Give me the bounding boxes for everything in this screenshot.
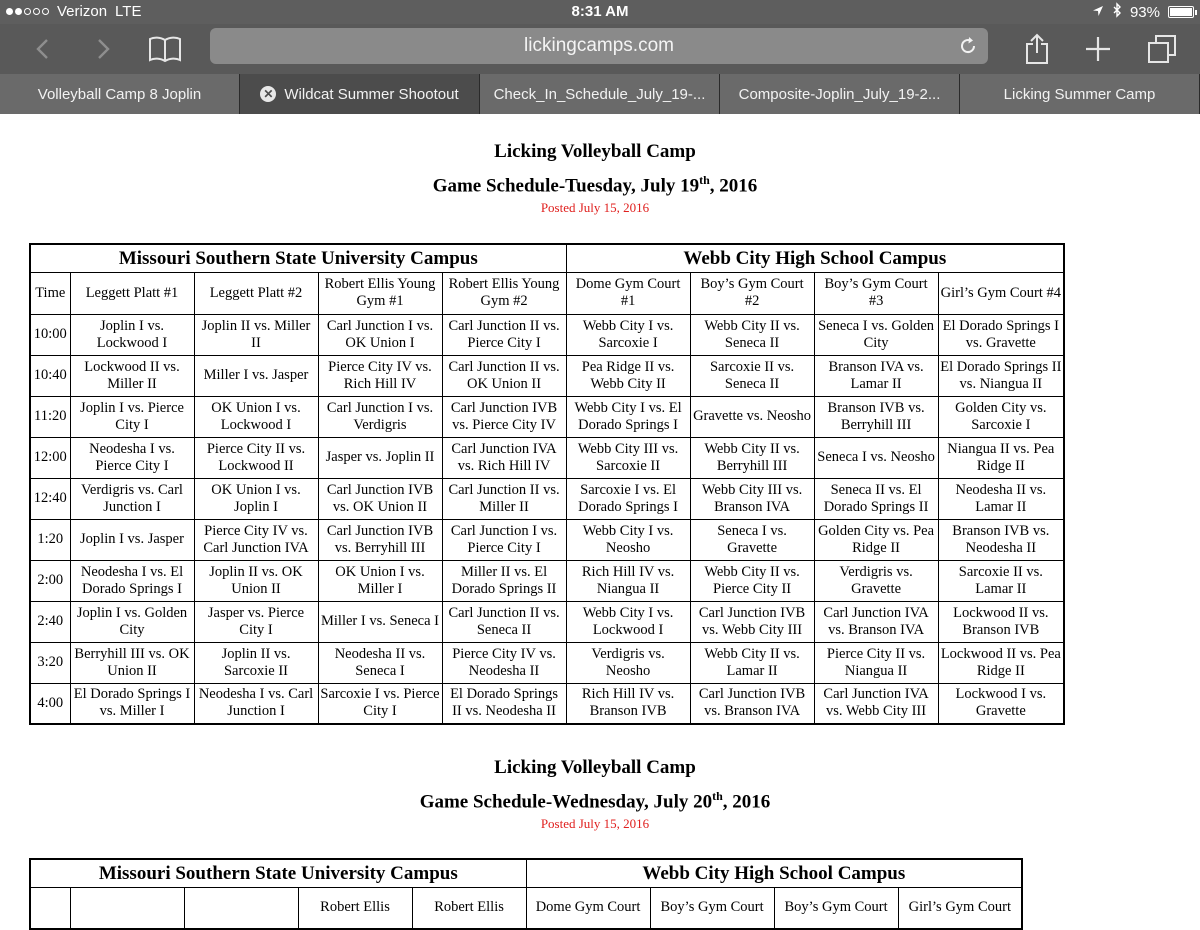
- tab-composite-joplin[interactable]: [720, 74, 960, 114]
- matchup-cell: Miller I vs. Seneca I: [318, 601, 442, 642]
- book-icon: [148, 35, 182, 63]
- matchup-cell: Webb City I vs. Lockwood I: [566, 601, 690, 642]
- time-cell: 4:00: [30, 683, 70, 724]
- matchup-cell: Lockwood II vs. Miller II: [70, 355, 194, 396]
- matchup-cell: El Dorado Springs I vs. Gravette: [938, 314, 1064, 355]
- close-tab-icon[interactable]: ✕: [260, 86, 276, 102]
- matchup-cell: Lockwood I vs. Gravette: [938, 683, 1064, 724]
- matchup-cell: Pierce City II vs. Lockwood II: [194, 437, 318, 478]
- time-cell: 12:40: [30, 478, 70, 519]
- forward-button[interactable]: [90, 31, 118, 67]
- matchup-cell: Joplin I vs. Golden City: [70, 601, 194, 642]
- matchup-cell: Pea Ridge II vs. Webb City II: [566, 355, 690, 396]
- matchup-cell: Sarcoxie II vs. Seneca II: [690, 355, 814, 396]
- matchup-cell: Seneca I vs. Neosho: [814, 437, 938, 478]
- table-row: [30, 560, 1064, 601]
- table-row: [30, 314, 1064, 355]
- matchup-cell: Carl Junction IVA vs. Branson IVA: [814, 601, 938, 642]
- subtitle-text: Game Schedule-Tuesday, July 19: [432, 175, 700, 197]
- matchup-cell: Pierce City IV vs. Rich Hill IV: [318, 355, 442, 396]
- column-header-court: Girl’s Gym Court #4: [938, 272, 1064, 314]
- matchup-cell: Carl Junction IVB vs. Berryhill III: [318, 519, 442, 560]
- schedule1-heading: [0, 138, 1190, 216]
- browser-toolbar: [0, 24, 1200, 74]
- matchup-cell: Webb City I vs. El Dorado Springs I: [566, 396, 690, 437]
- matchup-cell: Carl Junction IVB vs. Webb City III: [690, 601, 814, 642]
- matchup-cell: Verdigris vs. Carl Junction I: [70, 478, 194, 519]
- chevron-right-icon: [97, 38, 111, 60]
- network-label: LTE: [115, 3, 142, 20]
- matchup-cell: Pierce City IV vs. Carl Junction IVA: [194, 519, 318, 560]
- matchup-cell: Webb City II vs. Seneca II: [690, 314, 814, 355]
- chevron-left-icon: [35, 38, 49, 60]
- schedule2-heading: [0, 754, 1190, 832]
- matchup-cell: Sarcoxie II vs. Lamar II: [938, 560, 1064, 601]
- tab-volleyball-camp[interactable]: [0, 74, 240, 114]
- matchup-cell: OK Union I vs. Miller I: [318, 560, 442, 601]
- matchup-cell: Carl Junction IVB vs. Pierce City IV: [442, 396, 566, 437]
- campus-header-webb-city: Webb City High School Campus: [526, 859, 1022, 887]
- bluetooth-icon: [1112, 3, 1122, 21]
- bookmarks-button[interactable]: [145, 31, 185, 67]
- location-icon: [1092, 4, 1104, 21]
- matchup-cell: Joplin I vs. Lockwood I: [70, 314, 194, 355]
- time-cell: 11:20: [30, 396, 70, 437]
- table-row: [30, 437, 1064, 478]
- matchup-cell: Carl Junction II vs. Miller II: [442, 478, 566, 519]
- plus-icon: [1084, 35, 1112, 63]
- tab-check-in-schedule[interactable]: [480, 74, 720, 114]
- table-row: [30, 601, 1064, 642]
- column-header-court: Boy’s Gym Court: [774, 887, 898, 929]
- matchup-cell: Carl Junction I vs. Verdigris: [318, 396, 442, 437]
- matchup-cell: Golden City vs. Pea Ridge II: [814, 519, 938, 560]
- matchup-cell: Miller II vs. El Dorado Springs II: [442, 560, 566, 601]
- table-row: [30, 355, 1064, 396]
- matchup-cell: Branson IVB vs. Neodesha II: [938, 519, 1064, 560]
- matchup-cell: Gravette vs. Neosho: [690, 396, 814, 437]
- matchup-cell: Jasper vs. Joplin II: [318, 437, 442, 478]
- time-cell: 3:20: [30, 642, 70, 683]
- table-row: [30, 396, 1064, 437]
- matchup-cell: Seneca II vs. El Dorado Springs II: [814, 478, 938, 519]
- matchup-cell: Joplin I vs. Jasper: [70, 519, 194, 560]
- carrier-label: Verizon: [57, 3, 108, 20]
- time-cell: 2:00: [30, 560, 70, 601]
- time-cell: 10:00: [30, 314, 70, 355]
- schedule2-title: Licking Volleyball Camp: [494, 757, 696, 778]
- column-header-court: Dome Gym Court #1: [566, 272, 690, 314]
- status-bar: [0, 0, 1200, 24]
- matchup-cell: Rich Hill IV vs. Branson IVB: [566, 683, 690, 724]
- url-text: lickingcamps.com: [524, 35, 674, 56]
- time-cell: 12:00: [30, 437, 70, 478]
- campus-header-webb-city: Webb City High School Campus: [566, 244, 1064, 272]
- table-row: [30, 683, 1064, 724]
- matchup-cell: Joplin II vs. OK Union II: [194, 560, 318, 601]
- schedule1-table: [29, 243, 1065, 725]
- subtitle-sup: th: [712, 789, 723, 803]
- matchup-cell: Carl Junction IVA vs. Rich Hill IV: [442, 437, 566, 478]
- matchup-cell: Berryhill III vs. OK Union II: [70, 642, 194, 683]
- matchup-cell: Verdigris vs. Gravette: [814, 560, 938, 601]
- matchup-cell: Pierce City II vs. Niangua II: [814, 642, 938, 683]
- matchup-cell: Carl Junction II vs. Seneca II: [442, 601, 566, 642]
- matchup-cell: Webb City III vs. Sarcoxie II: [566, 437, 690, 478]
- matchup-cell: Webb City I vs. Neosho: [566, 519, 690, 560]
- column-header-time: Time: [30, 272, 70, 314]
- matchup-cell: Branson IVB vs. Berryhill III: [814, 396, 938, 437]
- matchup-cell: Carl Junction II vs. Pierce City I: [442, 314, 566, 355]
- matchup-cell: Seneca I vs. Golden City: [814, 314, 938, 355]
- matchup-cell: Sarcoxie I vs. Pierce City I: [318, 683, 442, 724]
- subtitle-sup: th: [699, 173, 710, 187]
- matchup-cell: Seneca I vs. Gravette: [690, 519, 814, 560]
- battery-percent: 93%: [1129, 3, 1160, 21]
- tab-licking-summer-camp[interactable]: [960, 74, 1200, 114]
- table-row: [30, 642, 1064, 683]
- matchup-cell: El Dorado Springs I vs. Miller I: [70, 683, 194, 724]
- schedule1-posted: Posted July 15, 2016: [540, 200, 650, 216]
- column-header-court: Girl’s Gym Court: [898, 887, 1022, 929]
- matchup-cell: Rich Hill IV vs. Niangua II: [566, 560, 690, 601]
- column-header-court: [184, 887, 298, 929]
- reload-icon: [958, 36, 978, 56]
- matchup-cell: Webb City II vs. Pierce City II: [690, 560, 814, 601]
- matchup-cell: Sarcoxie I vs. El Dorado Springs I: [566, 478, 690, 519]
- campus-header-mssu: Missouri Southern State University Campus: [30, 244, 566, 272]
- subtitle-text: Game Schedule-Wednesday, July 20: [419, 791, 713, 813]
- reload-button[interactable]: [958, 36, 978, 62]
- matchup-cell: Neodesha I vs. Carl Junction I: [194, 683, 318, 724]
- time-cell: 1:20: [30, 519, 70, 560]
- schedule1-subtitle: [0, 166, 1190, 200]
- matchup-cell: Lockwood II vs. Pea Ridge II: [938, 642, 1064, 683]
- column-header-court: Robert Ellis: [298, 887, 412, 929]
- matchup-cell: Joplin II vs. Miller II: [194, 314, 318, 355]
- new-tab-button[interactable]: [1082, 31, 1114, 67]
- schedule2-posted: Posted July 15, 2016: [540, 816, 650, 832]
- tab-label: Volleyball Camp 8 Joplin: [37, 85, 202, 103]
- tabs-overview-button[interactable]: [1146, 31, 1178, 67]
- matchup-cell: Carl Junction I vs. Pierce City I: [442, 519, 566, 560]
- tab-bar: [0, 74, 1200, 114]
- matchup-cell: El Dorado Springs II vs. Niangua II: [938, 355, 1064, 396]
- matchup-cell: Pierce City IV vs. Neodesha II: [442, 642, 566, 683]
- time-cell: 10:40: [30, 355, 70, 396]
- matchup-cell: Niangua II vs. Pea Ridge II: [938, 437, 1064, 478]
- clock: 8:31 AM: [571, 3, 629, 20]
- matchup-cell: El Dorado Springs II vs. Neodesha II: [442, 683, 566, 724]
- matchup-cell: Carl Junction IVB vs. OK Union II: [318, 478, 442, 519]
- matchup-cell: Golden City vs. Sarcoxie I: [938, 396, 1064, 437]
- column-header-court: Leggett Platt #2: [194, 272, 318, 314]
- tab-label: Check_In_Schedule_July_19-...: [493, 85, 706, 103]
- matchup-cell: Lockwood II vs. Branson IVB: [938, 601, 1064, 642]
- matchup-cell: Carl Junction IVB vs. Branson IVA: [690, 683, 814, 724]
- share-icon: [1025, 33, 1049, 65]
- address-bar[interactable]: [210, 28, 988, 64]
- back-button[interactable]: [28, 31, 56, 67]
- column-header-time: [30, 887, 70, 929]
- time-cell: 2:40: [30, 601, 70, 642]
- column-header-court: Robert Ellis Young Gym #2: [442, 272, 566, 314]
- matchup-cell: Webb City I vs. Sarcoxie I: [566, 314, 690, 355]
- matchup-cell: Neodesha I vs. Pierce City I: [70, 437, 194, 478]
- matchup-cell: Verdigris vs. Neosho: [566, 642, 690, 683]
- tab-label: Wildcat Summer Shootout: [284, 85, 459, 103]
- campus-header-mssu: Missouri Southern State University Campus: [30, 859, 526, 887]
- matchup-cell: Joplin I vs. Pierce City I: [70, 396, 194, 437]
- document-page: [0, 114, 1200, 916]
- tab-label: Composite-Joplin_July_19-2...: [738, 85, 941, 103]
- matchup-cell: OK Union I vs. Joplin I: [194, 478, 318, 519]
- matchup-cell: Webb City II vs. Berryhill III: [690, 437, 814, 478]
- column-header-court: Boy’s Gym Court #3: [814, 272, 938, 314]
- subtitle-year: , 2016: [722, 791, 771, 813]
- column-header-court: Boy’s Gym Court: [650, 887, 774, 929]
- table-row: [30, 478, 1064, 519]
- schedule1-title: Licking Volleyball Camp: [494, 141, 696, 162]
- matchup-cell: Miller I vs. Jasper: [194, 355, 318, 396]
- column-header-court: Dome Gym Court: [526, 887, 650, 929]
- matchup-cell: Webb City II vs. Lamar II: [690, 642, 814, 683]
- battery-icon: [1168, 6, 1194, 18]
- column-header-court: Boy’s Gym Court #2: [690, 272, 814, 314]
- matchup-cell: Carl Junction IVA vs. Webb City III: [814, 683, 938, 724]
- matchup-cell: Carl Junction II vs. OK Union II: [442, 355, 566, 396]
- schedule2-subtitle: [0, 782, 1190, 816]
- table-row: [30, 519, 1064, 560]
- tabs-icon: [1147, 34, 1177, 64]
- matchup-cell: OK Union I vs. Lockwood I: [194, 396, 318, 437]
- tab-wildcat-shootout[interactable]: [240, 74, 480, 114]
- column-header-court: Leggett Platt #1: [70, 272, 194, 314]
- tab-label: Licking Summer Camp: [1003, 85, 1156, 103]
- matchup-cell: Neodesha II vs. Seneca I: [318, 642, 442, 683]
- share-button[interactable]: [1022, 31, 1052, 67]
- matchup-cell: Neodesha II vs. Lamar II: [938, 478, 1064, 519]
- column-header-court: [70, 887, 184, 929]
- matchup-cell: Joplin II vs. Sarcoxie II: [194, 642, 318, 683]
- subtitle-year: , 2016: [709, 175, 758, 197]
- schedule2-table: [29, 858, 1023, 930]
- column-header-court: Robert Ellis: [412, 887, 526, 929]
- matchup-cell: Neodesha I vs. El Dorado Springs I: [70, 560, 194, 601]
- matchup-cell: Webb City III vs. Branson IVA: [690, 478, 814, 519]
- column-header-court: Robert Ellis Young Gym #1: [318, 272, 442, 314]
- matchup-cell: Branson IVA vs. Lamar II: [814, 355, 938, 396]
- matchup-cell: Carl Junction I vs. OK Union I: [318, 314, 442, 355]
- matchup-cell: Jasper vs. Pierce City I: [194, 601, 318, 642]
